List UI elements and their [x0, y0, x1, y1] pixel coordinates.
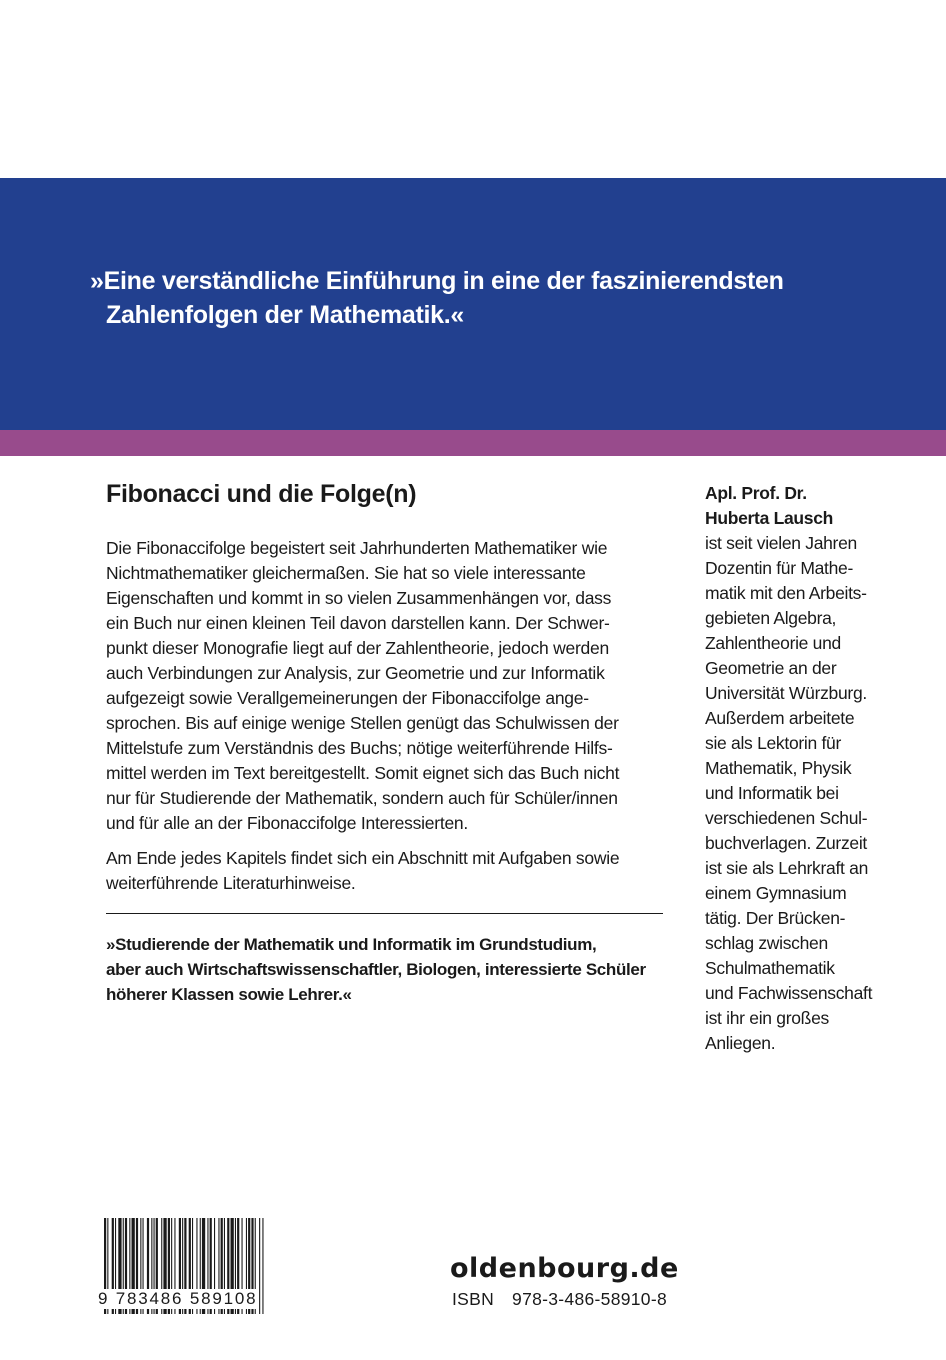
description-line: Die Fibonaccifolge begeistert seit Jahrhunderten Mathematiker wie: [106, 538, 608, 558]
bio-line: und Fachwissenschaft: [705, 983, 873, 1003]
bio-line: verschiedenen Schul-: [705, 808, 868, 828]
header-quote-line: Zahlenfolgen der Mathematik.«: [106, 301, 465, 329]
bio-line: ist ihr ein großes: [705, 1008, 829, 1028]
description-line: Eigenschaften und kommt in so vielen Zusammenhängen vor, dass: [106, 588, 612, 608]
description-line: ein Buch nur einen kleinen Teil davon darstellen kann. Der Schwer-: [106, 613, 610, 633]
description-line: punkt dieser Monografie liegt auf der Zahlentheorie, jedoch werden: [106, 638, 609, 658]
description-line: sprochen. Bis auf einige wenige Stellen genügt das Schulwissen der: [106, 713, 619, 733]
bio-line: schlag zwischen: [705, 933, 828, 953]
barcode-number: 9 783486 589108: [98, 1289, 258, 1308]
author-name-line: Apl. Prof. Dr.: [705, 483, 807, 503]
author-name-line: Huberta Lausch: [705, 508, 834, 528]
description-line: Mittelstufe zum Verständnis des Buchs; nötige weiterführende Hilfs-: [106, 738, 613, 758]
bio-line: Geometrie an der: [705, 658, 837, 678]
audience-line: »Studierende der Mathematik und Informatik im Grundstudium,: [106, 935, 597, 954]
bio-line: und Informatik bei: [705, 783, 839, 803]
paragraph-gap: [106, 836, 666, 846]
bio-line: sie als Lektorin für: [705, 733, 842, 753]
description-line: Nichtmathematiker gleichermaßen. Sie hat so viele interessante: [106, 563, 586, 583]
isbn-value: 978-3-486-58910-8: [512, 1289, 667, 1309]
bio-line: Anliegen.: [705, 1033, 776, 1053]
bio-line: Schulmathematik: [705, 958, 835, 978]
description-line: auch Verbindungen zur Analysis, zur Geometrie und zur Informatik: [106, 663, 605, 683]
audience-quote: [106, 932, 686, 1007]
publisher-website: oldenbourg.de: [450, 1253, 679, 1284]
book-title: Fibonacci und die Folge(n): [106, 480, 417, 508]
book-description: [106, 536, 666, 896]
bio-line: ist seit vielen Jahren: [705, 533, 857, 553]
description-line: und für alle an der Fibonaccifolge Interessierten.: [106, 813, 469, 833]
accent-stripe: [0, 430, 946, 456]
author-bio: [705, 481, 905, 1056]
isbn: [452, 1289, 667, 1310]
bio-line: buchverlagen. Zurzeit: [705, 833, 867, 853]
audience-line: höherer Klassen sowie Lehrer.«: [106, 985, 352, 1004]
bio-line: Zahlentheorie und: [705, 633, 841, 653]
bio-line: Dozentin für Mathe-: [705, 558, 853, 578]
description-line: aufgezeigt sowie Verallgemeinerungen der Fibonaccifolge ange-: [106, 688, 589, 708]
audience-line: aber auch Wirtschaftswissenschaftler, Biologen, interessierte Schüler: [106, 960, 646, 979]
bio-line: matik mit den Arbeits-: [705, 583, 867, 603]
bio-line: tätig. Der Brücken-: [705, 908, 846, 928]
section-divider: [106, 913, 663, 914]
description-line: nur für Studierende der Mathematik, sondern auch für Schüler/innen: [106, 788, 618, 808]
bio-line: gebieten Algebra,: [705, 608, 837, 628]
bio-line: einem Gymnasium: [705, 883, 847, 903]
header-quote-line: »Eine verständliche Einführung in eine der faszinierendsten: [90, 267, 784, 295]
description-line: mittel werden im Text bereitgestellt. Somit eignet sich das Buch nicht: [106, 763, 620, 783]
bio-line: ist sie als Lehrkraft an: [705, 858, 869, 878]
barcode-bar: [262, 1218, 263, 1314]
header-quote: [90, 264, 850, 332]
bio-line: Mathematik, Physik: [705, 758, 852, 778]
exercises-line: Am Ende jedes Kapitels findet sich ein Abschnitt mit Aufgaben sowie: [106, 848, 620, 868]
exercises-line: weiterführende Literaturhinweise.: [106, 873, 356, 893]
bio-line: Universität Würzburg.: [705, 683, 867, 703]
bio-line: Außerdem arbeitete: [705, 708, 855, 728]
barcode-bar: [259, 1218, 260, 1314]
isbn-label: ISBN: [452, 1289, 495, 1309]
